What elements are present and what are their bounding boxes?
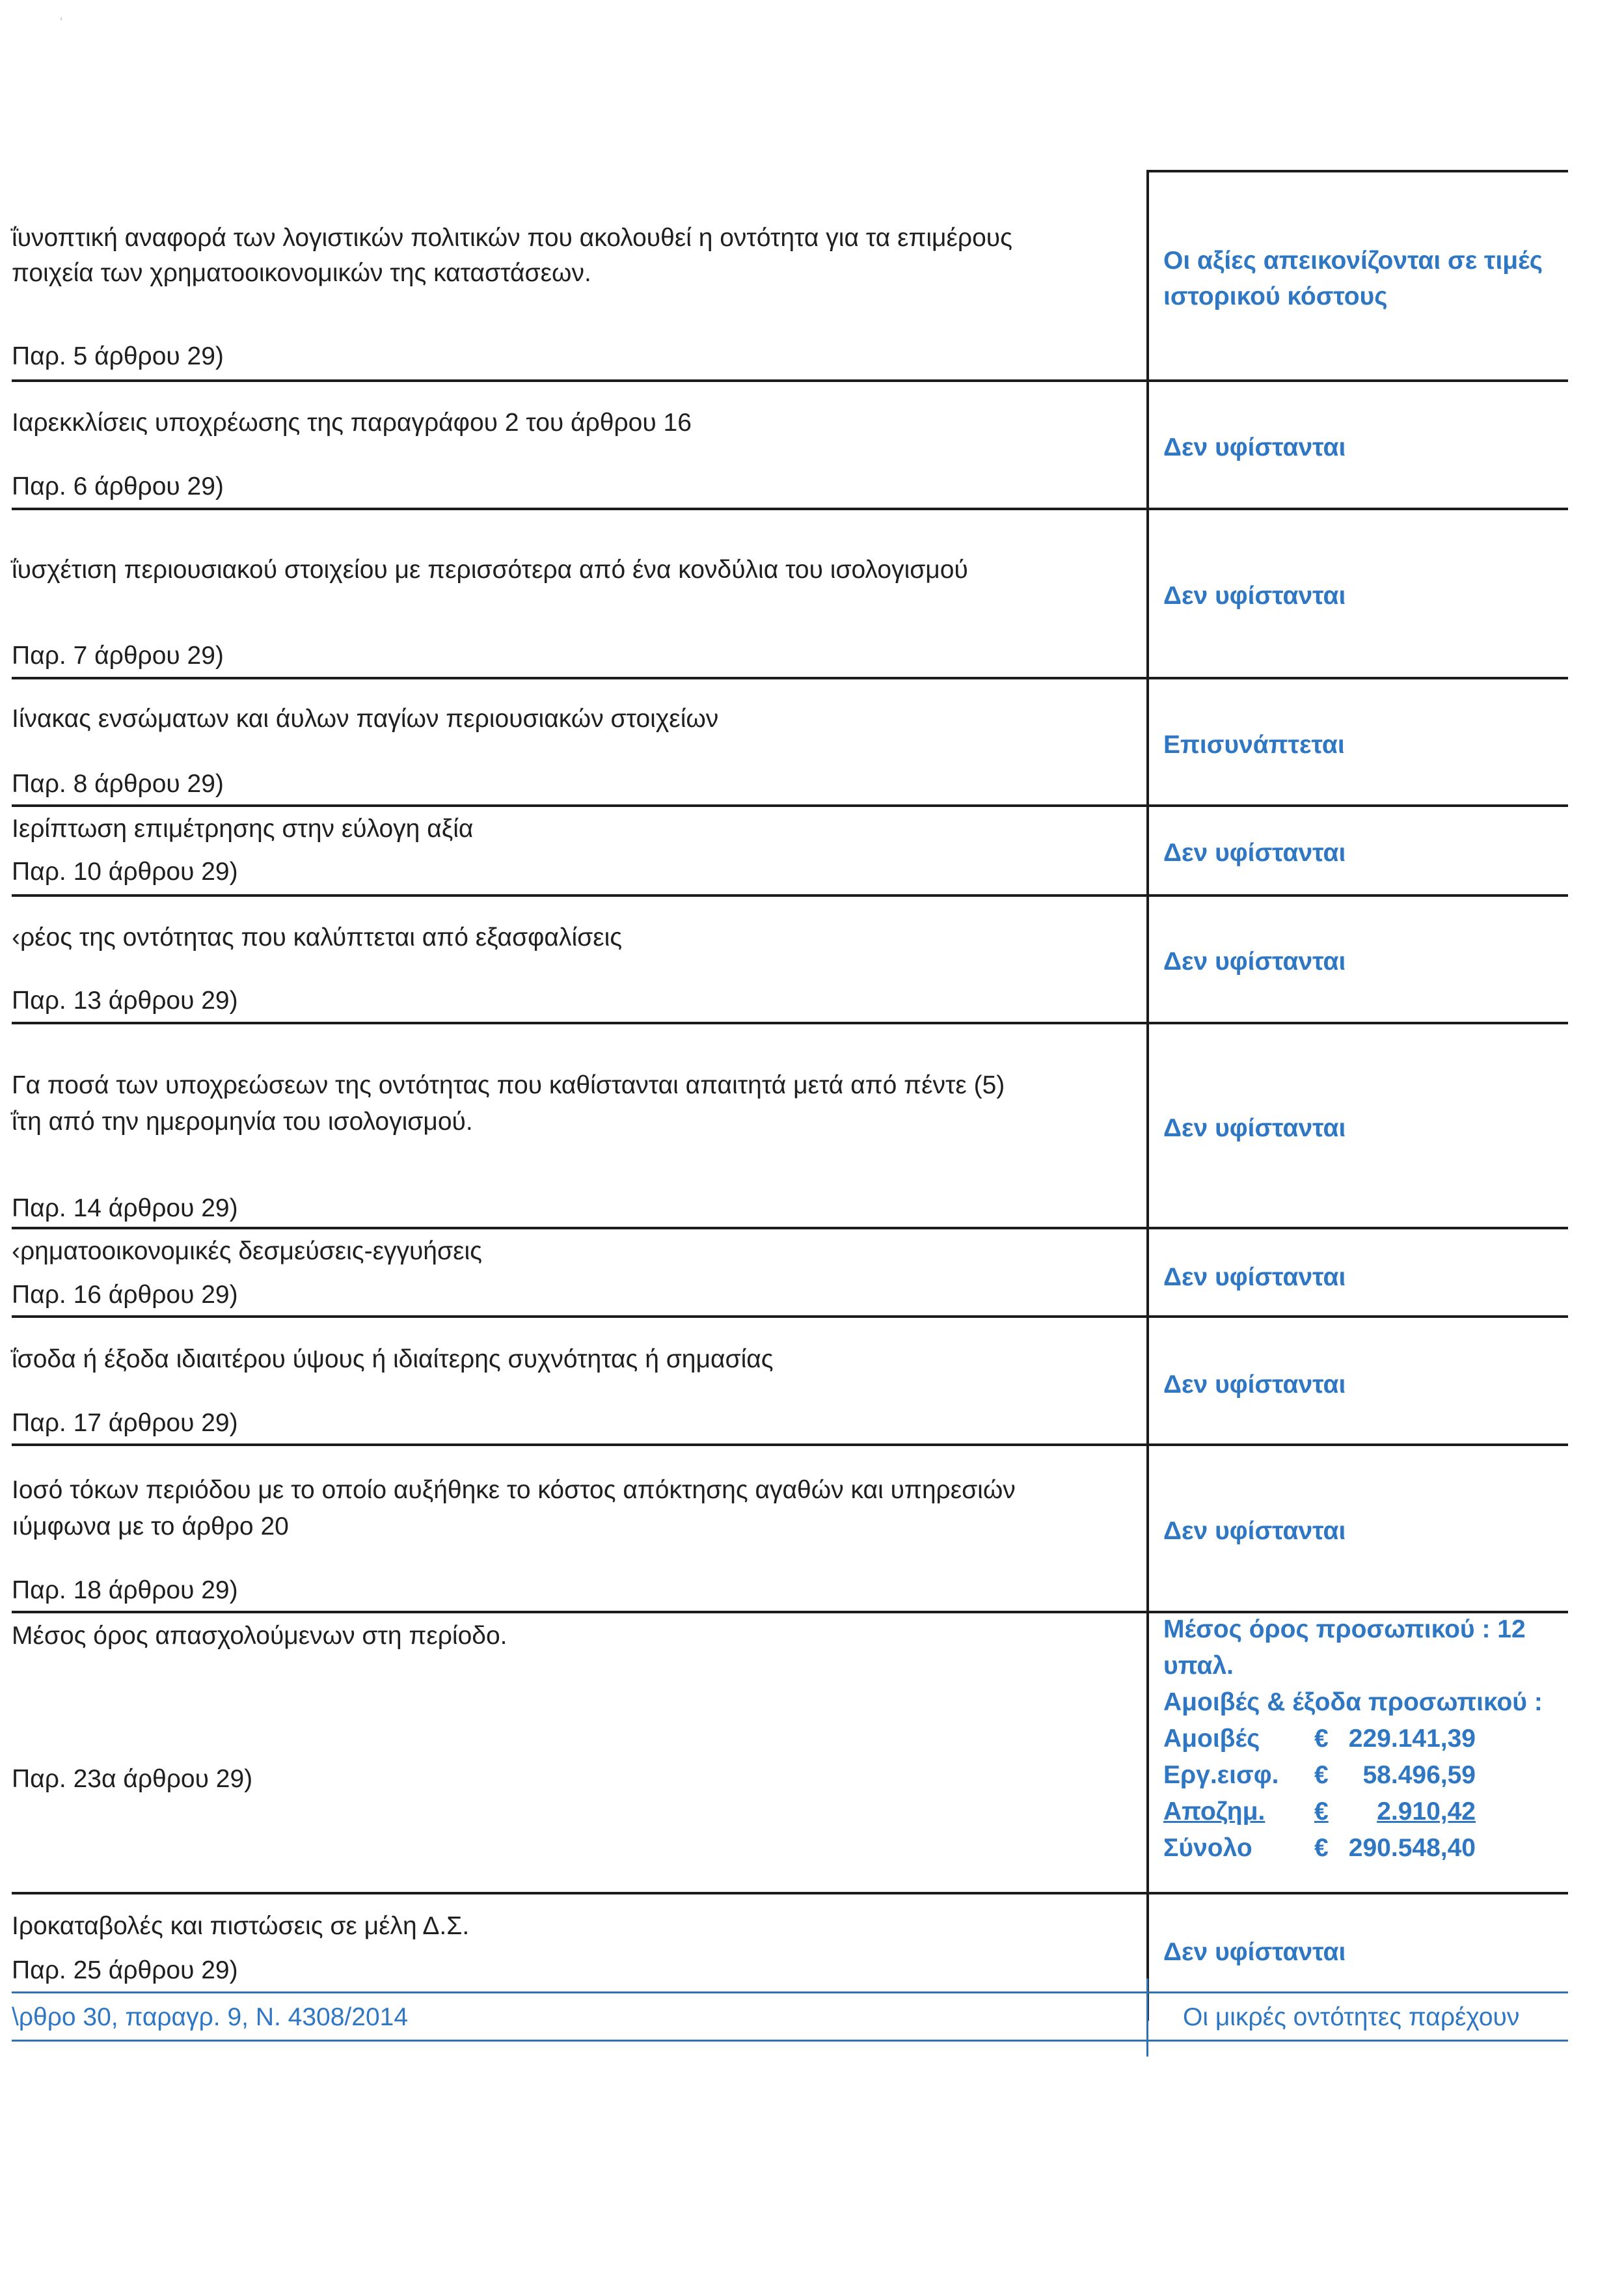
staff-cost-row-contrib	[1163, 1757, 1543, 1794]
euro-sign: €	[1314, 1798, 1329, 1826]
row-5-value: Δεν υφίστανται	[1163, 839, 1346, 867]
row-8-ref: Παρ. 16 άρθρου 29)	[12, 1281, 238, 1309]
row-2-value: Δεν υφίστανται	[1163, 433, 1346, 461]
cost-amount: 2.910,42	[1377, 1798, 1476, 1826]
cost-label: Αμοιβές	[1163, 1725, 1260, 1753]
row-divider-blue	[12, 1991, 1568, 1993]
row-3-line-1: ΐυσχέτιση περιουσιακού στοιχείου με περισσότερα από ένα κονδύλια του ισολογισμού	[12, 556, 968, 584]
row-divider	[12, 1022, 1568, 1024]
cost-label: Εργ.εισφ.	[1163, 1761, 1279, 1789]
row-10-ref: Παρ. 18 άρθρου 29)	[12, 1576, 238, 1604]
staff-average-unit: υπαλ.	[1163, 1652, 1234, 1680]
right-column-top-border	[1146, 170, 1568, 172]
row-6-line-1: ‹ρέος της οντότητας που καλύπτεται από εξασφαλίσεις	[12, 923, 623, 951]
row-divider	[12, 1443, 1568, 1446]
row-2-line-1: Ιαρεκκλίσεις υποχρέωσης της παραγράφου 2 του άρθρου 16	[12, 409, 692, 437]
row-1-ref: Παρ. 5 άρθρου 29)	[12, 342, 224, 370]
row-5-line-1: Ιερίπτωση επιμέτρησης στην εύλογη αξία	[12, 815, 474, 843]
row-7-line-1: Γα ποσά των υποχρεώσεων της οντότητας που καθίστανται απαιτητά μετά από πέντε (5)	[12, 1071, 1005, 1099]
row-10-line-2: ıύμφωνα με το άρθρο 20	[12, 1512, 289, 1540]
row-divider	[12, 379, 1568, 382]
row-9-line-1: ΐσοδα ή έξοδα ιδιαιτέρου ύψους ή ιδιαίτερης συχνότητας ή σημασίας	[12, 1345, 774, 1373]
cost-amount: 58.496,59	[1362, 1761, 1476, 1789]
row-divider	[12, 1315, 1568, 1318]
column-divider	[1146, 170, 1149, 2021]
staff-cost-row-total	[1163, 1830, 1543, 1867]
row-1-value-line-1: Οι αξίες απεικονίζονται σε τιμές	[1163, 247, 1543, 275]
cost-amount: 290.548,40	[1348, 1834, 1476, 1862]
row-10-line-1: Ιοσό τόκων περιόδου με το οποίο αυξήθηκε το κόστος απόκτησης αγαθών και υπηρεσιών	[12, 1476, 1016, 1504]
row-2-ref: Παρ. 6 άρθρου 29)	[12, 472, 224, 500]
row-7-ref: Παρ. 14 άρθρου 29)	[12, 1194, 238, 1222]
euro-sign: €	[1314, 1725, 1329, 1753]
cost-amount: 229.141,39	[1348, 1725, 1476, 1753]
row-divider	[12, 1892, 1568, 1894]
row-9-value: Δεν υφίστανται	[1163, 1371, 1346, 1399]
row-divider	[12, 894, 1568, 897]
euro-sign: €	[1314, 1761, 1329, 1789]
row-6-ref: Παρ. 13 άρθρου 29)	[12, 987, 238, 1015]
row-8-line-1: ‹ρηματοοικονομικές δεσμεύσεις-εγγυήσεις	[12, 1237, 482, 1265]
row-8-value: Δεν υφίστανται	[1163, 1263, 1346, 1291]
cost-label: Αποζημ.	[1163, 1798, 1265, 1826]
row-12-value: Δεν υφίστανται	[1163, 1938, 1346, 1966]
row-5-ref: Παρ. 10 άρθρου 29)	[12, 858, 238, 886]
row-1-line-2: ποιχεία των χρηματοοικονομικών της καταστάσεων.	[12, 259, 591, 287]
row-7-value: Δεν υφίστανται	[1163, 1114, 1346, 1142]
row-3-ref: Παρ. 7 άρθρου 29)	[12, 642, 224, 670]
row-divider	[12, 677, 1568, 679]
cost-label: Σύνολο	[1163, 1834, 1252, 1862]
row-6-value: Δεν υφίστανται	[1163, 948, 1346, 976]
row-divider	[12, 508, 1568, 510]
staff-costs-title: Αμοιβές & έξοδα προσωπικού :	[1163, 1688, 1543, 1716]
footer-article: \ρθρο 30, παραγρ. 9, Ν. 4308/2014	[12, 2003, 409, 2031]
staff-average: Μέσος όρος προσωπικού : 12	[1163, 1615, 1526, 1643]
row-12-line-1: Ιροκαταβολές και πιστώσεις σε μέλη Δ.Σ.	[12, 1912, 470, 1940]
footer-bottom-rule	[12, 2040, 1568, 2042]
row-9-ref: Παρ. 17 άρθρου 29)	[12, 1409, 238, 1437]
row-7-line-2: ΐτη από την ημερομηνία του ισολογισμού.	[12, 1108, 473, 1136]
row-divider	[12, 1227, 1568, 1229]
row-11-ref: Παρ. 23α άρθρου 29)	[12, 1765, 253, 1793]
staff-summary	[1163, 1611, 1543, 1867]
footer-note: Οι μικρές οντότητες παρέχουν	[1183, 2003, 1520, 2031]
row-12-ref: Παρ. 25 άρθρου 29)	[12, 1956, 238, 1984]
row-4-value: Επισυνάπτεται	[1163, 731, 1345, 759]
staff-cost-row-compensation	[1163, 1794, 1543, 1830]
row-1-line-1: ΐυνοπτική αναφορά των λογιστικών πολιτικών που ακολουθεί η οντότητα για τα επιμέρους	[12, 224, 1012, 252]
row-4-ref: Παρ. 8 άρθρου 29)	[12, 770, 224, 798]
row-10-value: Δεν υφίστανται	[1163, 1517, 1346, 1545]
row-3-value: Δεν υφίστανται	[1163, 582, 1346, 610]
scan-mark: '	[60, 14, 63, 31]
column-divider-footer	[1146, 1978, 1148, 2057]
row-1-value-line-2: ιστορικού κόστους	[1163, 282, 1388, 310]
euro-sign: €	[1314, 1834, 1329, 1862]
row-divider	[12, 804, 1568, 807]
staff-cost-row-wages	[1163, 1721, 1543, 1757]
row-11-line-1: Μέσος όρος απασχολούμενων στη περίοδο.	[12, 1622, 508, 1650]
row-4-line-1: Ιίνακας ενσώματων και άυλων παγίων περιουσιακών στοιχείων	[12, 705, 719, 733]
